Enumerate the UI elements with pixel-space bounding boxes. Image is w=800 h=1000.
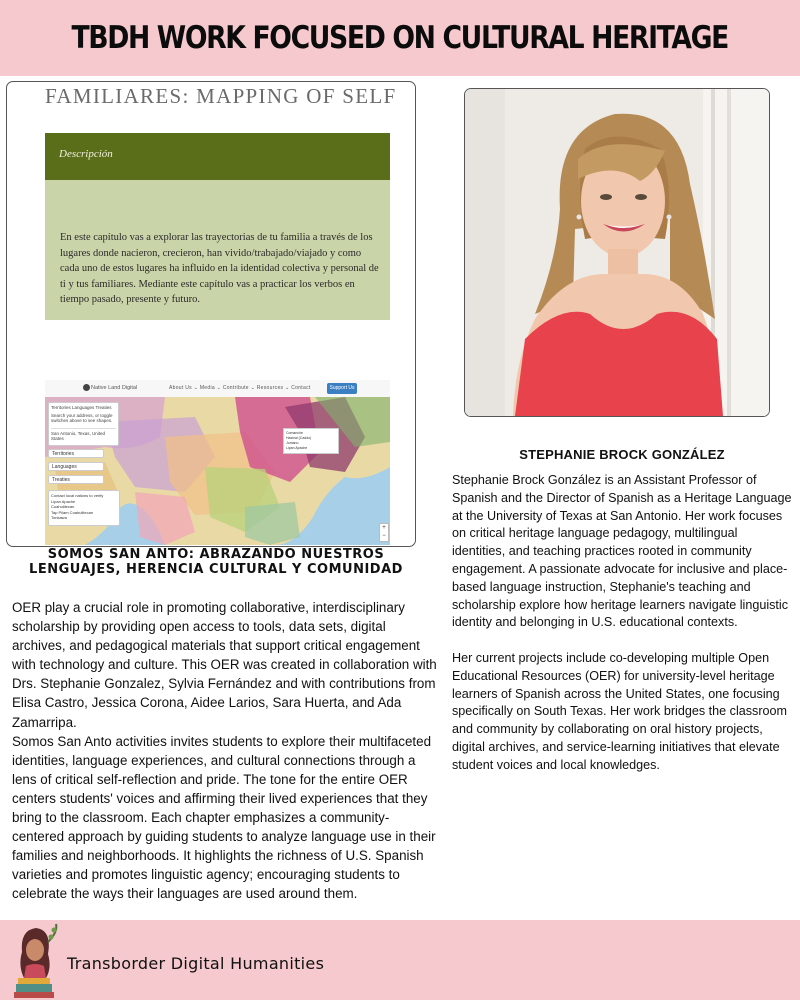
legend-item: Tap Pilam Coahuiltecan xyxy=(51,509,94,515)
description-label: Descripción xyxy=(59,148,113,160)
bio-text xyxy=(452,472,792,792)
footer-banner xyxy=(0,920,800,1000)
page-banner xyxy=(0,0,800,76)
oer-heading: SOMOS SAN ANTO: ABRAZANDO NUESTROS LENGUAJES, HERENCIA CULTURAL Y COMUNIDAD xyxy=(29,547,403,577)
page-title: TBDH WORK FOCUSED ON CULTURAL HERITAGE xyxy=(71,20,729,56)
zoom-control-icon: + − xyxy=(379,523,389,542)
popup-line: Hasinai (Caddo) xyxy=(286,436,312,440)
legend-item: Lipan Apache xyxy=(51,498,76,504)
oer-description xyxy=(12,598,438,904)
map-navbar xyxy=(45,380,390,398)
oer-screenshot-card xyxy=(6,81,416,547)
bio-paragraph: Her current projects include co-developing multiple Open Educational Resources (OER) for university-level heritage learners of Spanish across the United States, one focusing specifically on South Texas. Her work bridges the classroom and community by collaborating on oral history projects, digital archives, and service-learning initiatives that elevate student voices and local knowledges. xyxy=(452,650,788,772)
map-search-value: San Antonio, Texas, United States xyxy=(51,428,116,441)
description-text: En este capítulo vas a explorar las trayectorias de tu familia a través de los lugares donde nacieron, crecieron, han vivido/trabajado/viajado y como cada uno de estos lugares ha influido en la identidad colectiva y personal de ti y tus familiares. Mediante este capítulo vas a practicar los verbos en tiempo pasado, presente y futuro. xyxy=(60,232,379,305)
map-brand: Native Land Digital xyxy=(91,385,138,391)
description-box xyxy=(45,180,390,320)
popup-line: Lipan Apache xyxy=(286,446,308,450)
portrait-photo xyxy=(464,88,770,417)
map-popup xyxy=(283,428,339,454)
popup-line: Comanche xyxy=(286,431,303,435)
languages-select: Languages xyxy=(48,462,104,471)
map-toggles: Territories Languages Treaties xyxy=(51,405,112,410)
map-legend xyxy=(48,490,120,526)
support-button: Support Us xyxy=(327,383,357,394)
oer-paragraph: OER play a crucial role in promoting collaborative, interdisciplinary scholarship by providing open access to tools, data sets, digital archives, and pedagogical materials that support critical engagement with technology and culture. This OER was created in collaboration with Drs. Stephanie Gonzalez, Sylvia Fernández and with contributions from Elisa Castro, Jessica Corona, Aidee Larios, Sara Huerta, and Ada Zamarripa. xyxy=(12,600,437,730)
map-controls-panel xyxy=(48,402,119,446)
portrait-image xyxy=(465,89,769,416)
treaties-select: Treaties xyxy=(48,475,104,484)
description-header xyxy=(45,133,390,180)
map-nav-links: About Us ⌄ Media ⌄ Contribute ⌄ Resources ⌄ Contact xyxy=(169,385,311,391)
legend-item: Tonkawa xyxy=(51,515,67,520)
bio-paragraph: Stephanie Brock González is an Assistant Professor of Spanish and the Director of Spanish as a Heritage Language at the University of Texas at San Antonio. Her work focuses on critical heritage language pedagogy, multilingual identities, and teaching practices rooted in community engagement. A passionate advocate for inclusive and place-based language instruction, Stephanie's teaching and scholarship explore how heritage learners navigate linguistic identity and belonging in U.S. educational contexts. xyxy=(452,473,792,630)
globe-icon xyxy=(83,384,90,391)
tbdh-logo-icon xyxy=(8,922,60,998)
territory-map xyxy=(45,397,390,545)
oer-paragraph: Somos San Anto activities invites students to explore their multifaceted identities, language experiences, and cultural connections through a lens of critical self-reflection and pride. The tone for the entire OER centers students' voices and affirming their lived experiences that they bring to the classroom. Each chapter emphasizes a community-centered approach by guiding students to analyze language use in their families and neighborhoods. It highlights the richness of U.S. Spanish varieties and promotes linguistic agency; encouraging students to celebrate the ways their languages are used around them. xyxy=(12,733,436,902)
legend-title: Contact local nations to verify xyxy=(51,493,104,498)
card-title: FAMILIARES: MAPPING OF SELF xyxy=(45,84,397,108)
popup-line: Jumano xyxy=(286,441,299,445)
territories-select: Territories xyxy=(48,449,104,458)
footer-org-name: Transborder Digital Humanities xyxy=(67,954,325,973)
legend-item: Coahuiltecan xyxy=(51,504,75,509)
map-search-hint: Search your address, or toggle switches above to see shapes. xyxy=(51,413,113,423)
bio-name: STEPHANIE BROCK GONZÁLEZ xyxy=(519,447,725,462)
